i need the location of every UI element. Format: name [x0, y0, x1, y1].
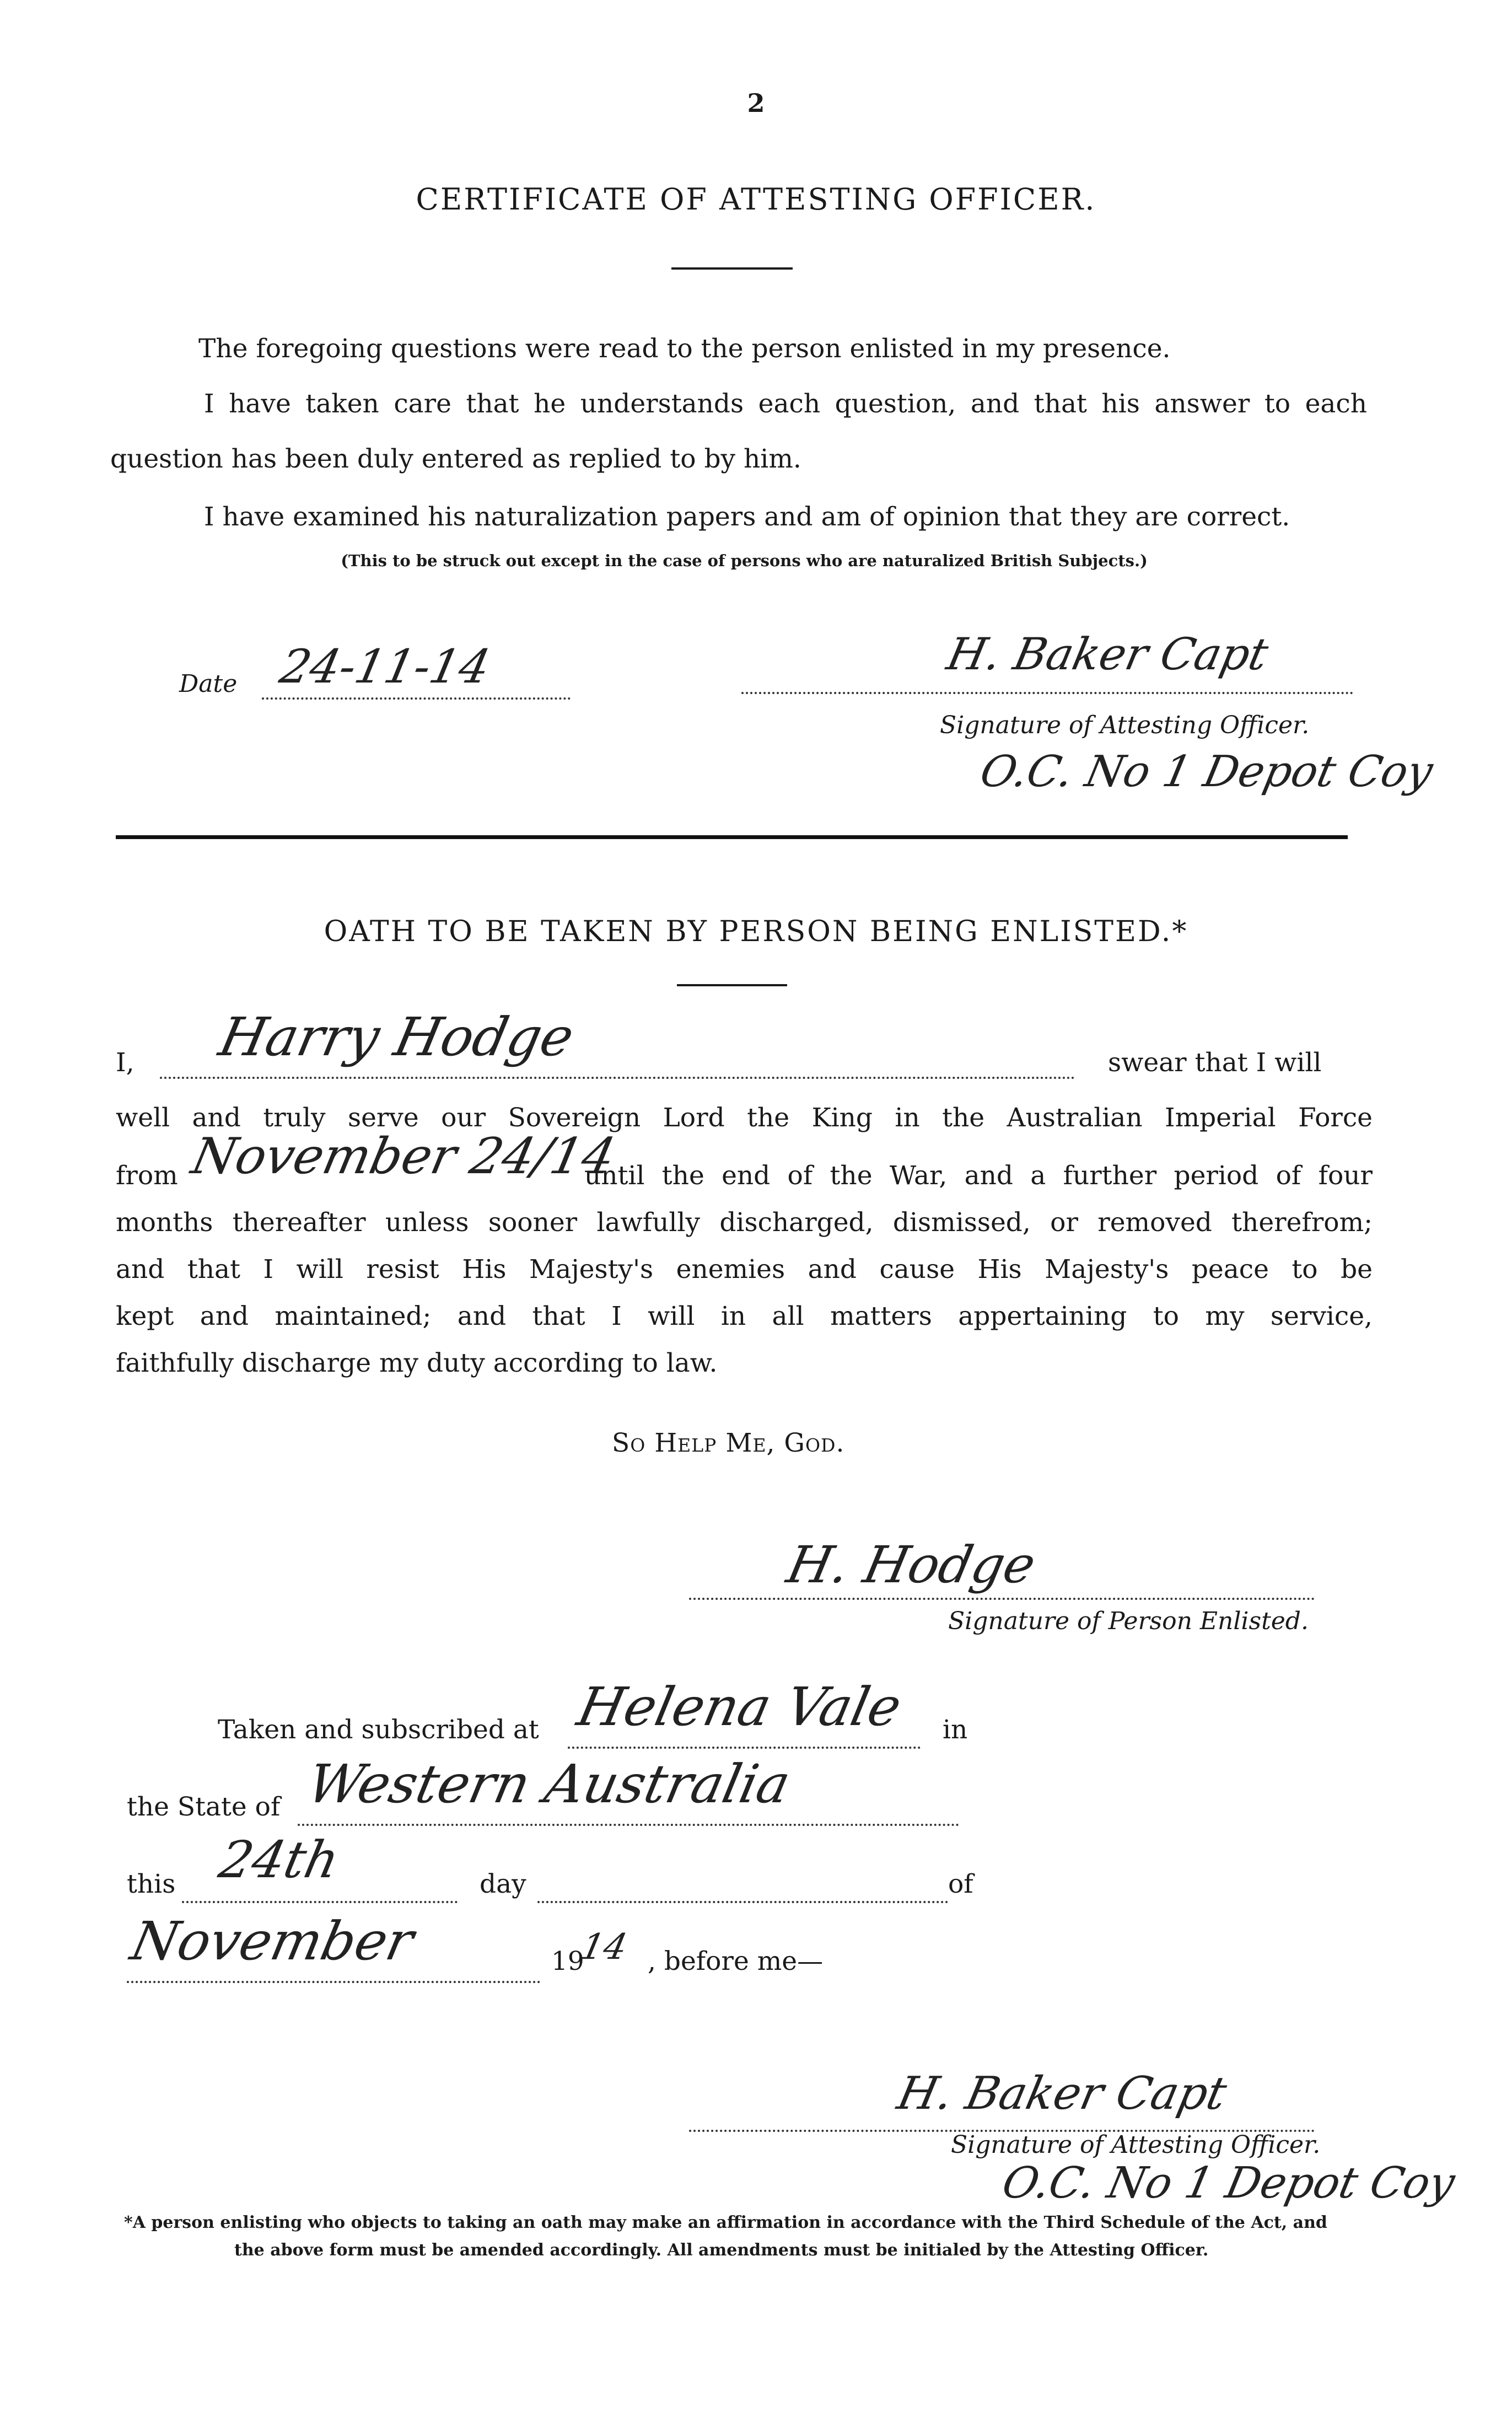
- day-number-line: [182, 1897, 458, 1903]
- footnote-line-2: the above form must be amended accordingly. All amendments must be initialed by the Attesting Officer.: [234, 2241, 1209, 2260]
- from-rest-text: until the end of the War, and a further period of four: [584, 1161, 1373, 1191]
- swear-text: swear that I will: [1108, 1047, 1322, 1078]
- oath-divider: [677, 984, 787, 986]
- certificate-title: CERTIFICATE OF ATTESTING OFFICER.: [416, 182, 1096, 217]
- officer-signature-label: Signature of Attesting Officer.: [940, 711, 1310, 739]
- so-help-me-god: So Help Me, God.: [612, 1428, 845, 1458]
- officer-signature-handwritten: H. Baker Capt: [943, 628, 1273, 680]
- officer2-unit-handwritten: O.C. No 1 Depot Coy: [998, 2158, 1460, 2208]
- this-label: this: [127, 1869, 176, 1899]
- oath-line-6: kept and maintained; and that I will in all matters appertaining to my service,: [116, 1301, 1373, 1331]
- taken-subscribed-label: Taken and subscribed at: [218, 1715, 539, 1745]
- day-label: day: [480, 1869, 526, 1899]
- from-label: from: [116, 1161, 178, 1191]
- from-date-handwritten: November 24/14: [186, 1127, 621, 1185]
- name-field-line: [160, 1072, 1075, 1079]
- place-handwritten: Helena Vale: [572, 1676, 907, 1738]
- before-me-text: , before me—: [648, 1946, 824, 1976]
- title-divider: [671, 267, 793, 270]
- officer-signature-line: [741, 686, 1353, 694]
- year-handwritten: 14: [577, 1927, 631, 1968]
- date-label: Date: [179, 670, 238, 698]
- oath-line-7: faithfully discharge my duty according to law.: [116, 1348, 718, 1378]
- oath-line-5: and that I will resist His Majesty's enemies and cause His Majesty's peace to be: [116, 1254, 1373, 1285]
- in-label: in: [943, 1715, 968, 1745]
- state-handwritten: Western Australia: [302, 1753, 796, 1815]
- month-field-line: [127, 1976, 540, 1983]
- certificate-line-3: I have examined his naturalization papers and am of opinion that they are correct.: [204, 502, 1290, 532]
- state-field-line: [298, 1819, 959, 1826]
- enlistee-name-handwritten: Harry Hodge: [214, 1006, 579, 1068]
- officer2-signature-handwritten: H. Baker Capt: [892, 2067, 1231, 2120]
- page-number: 2: [747, 88, 765, 118]
- oath-title: OATH TO BE TAKEN BY PERSON BEING ENLISTED.*: [324, 915, 1188, 948]
- footnote-line-1: *A person enlisting who objects to taking an oath may make an affirmation in accordance with the Third Schedule of the Act, and: [124, 2213, 1327, 2232]
- section-divider: [116, 835, 1348, 839]
- oath-line-2: well and truly serve our Sovereign Lord the King in the Australian Imperial Force: [116, 1103, 1373, 1133]
- day-field-line: [537, 1897, 948, 1903]
- year-prefix: 19: [551, 1946, 584, 1976]
- place-field-line: [568, 1742, 921, 1749]
- oath-line-4: months thereafter unless sooner lawfully discharged, dismissed, or removed therefrom;: [116, 1207, 1373, 1238]
- enlisted-signature-label: Signature of Person Enlisted.: [948, 1607, 1309, 1635]
- officer2-signature-label: Signature of Attesting Officer.: [951, 2131, 1321, 2159]
- date-handwritten: 24-11-14: [275, 640, 495, 694]
- certificate-line-2b: question has been duly entered as replied to by him.: [110, 444, 801, 474]
- month-handwritten: November: [126, 1910, 419, 1972]
- officer-unit-handwritten: O.C. No 1 Depot Coy: [976, 747, 1438, 797]
- day-handwritten: 24th: [214, 1830, 345, 1889]
- naturalization-note: (This to be struck out except in the case of persons who are naturalized British Subjects.): [341, 551, 1148, 570]
- certificate-line-2a: I have taken care that he understands each question, and that his answer to each: [204, 389, 1367, 419]
- certificate-line-1: The foregoing questions were read to the person enlisted in my presence.: [198, 334, 1171, 364]
- state-label: the State of: [127, 1792, 281, 1822]
- enlisted-signature-handwritten: H. Hodge: [782, 1535, 1041, 1594]
- oath-i-label: I,: [116, 1047, 134, 1078]
- of-label: of: [948, 1869, 973, 1899]
